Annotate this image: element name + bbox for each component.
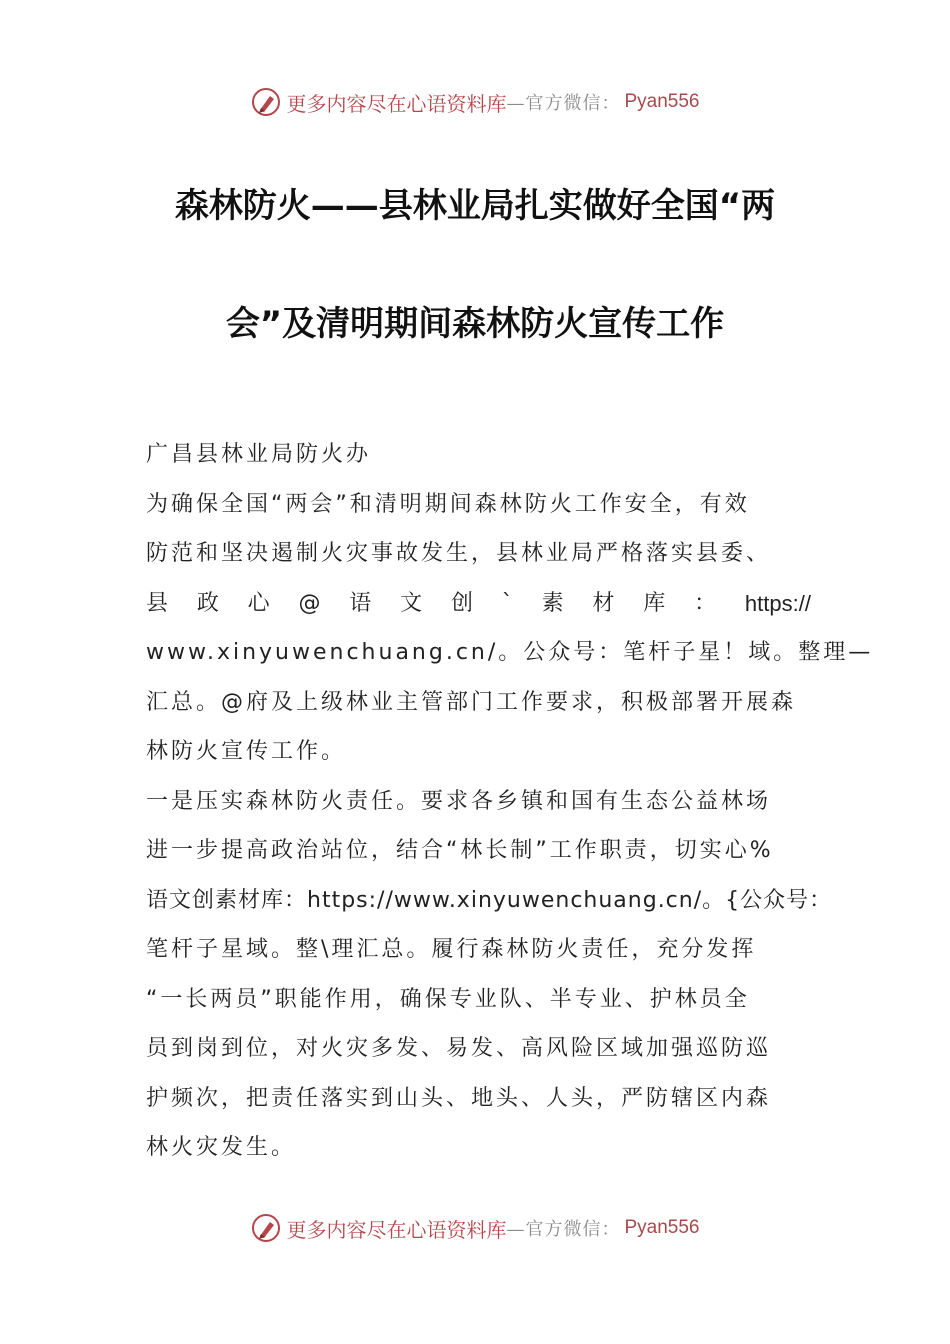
banner-sub-text: —官方微信： [506, 1219, 621, 1240]
paragraph1-line5: 汇总。@府及上级林业主管部门工作要求，积极部署开展森 [146, 689, 797, 715]
banner-main-text: 更多内容尽在心语资料库 [286, 1217, 507, 1242]
document-body [146, 430, 874, 1173]
paragraph2-line3: 语文创素材库：https://www.xinyuwenchuang.cn/。{公众号： [146, 887, 833, 913]
paragraph1-line4: www.xinyuwenchuang.cn/。公众号：笔杆子星！域。整理— [146, 640, 874, 665]
paragraph1-line6: 林防火宣传工作。 [146, 739, 347, 764]
paragraph2-line1: 一是压实森林防火责任。要求各乡镇和国有生态公益林场 [146, 788, 772, 814]
paragraph2-line2: 进一步提高政治站位，结合“林长制”工作职责，切实心% [146, 838, 774, 863]
p1-l3-char: ： [694, 590, 720, 616]
banner-sub-text: —官方微信： [506, 93, 621, 114]
pen-nib-logo-icon [250, 86, 282, 118]
banner-wechat-id: Pyan556 [624, 91, 700, 112]
p1-l3-char: 心 [247, 590, 273, 616]
footer-banner [0, 1208, 950, 1248]
p1-l3-char: 创 [450, 590, 476, 616]
p1-l3-url: https:// [744, 590, 811, 616]
paragraph1-line3 [146, 579, 811, 629]
p1-l3-char: 政 [196, 590, 222, 616]
document-title-line2: 会”及清明期间森林防火宣传工作 [225, 304, 725, 344]
document-title-line1: 森林防火——县林业局扎实做好全国“两 [174, 186, 776, 226]
pen-nib-logo-icon [250, 1212, 282, 1244]
p1-l3-char: ` [501, 590, 516, 616]
p1-l3-char: 文 [400, 590, 426, 616]
p1-l3-char: 素 [541, 590, 567, 616]
paragraph2-line6: 员到岗到位，对火灾多发、易发、高风险区域加强巡防巡 [146, 1036, 772, 1061]
author-line: 广昌县林业局防火办 [146, 442, 372, 467]
p1-l3-char: 材 [592, 590, 618, 616]
banner-main-text: 更多内容尽在心语资料库 [286, 91, 507, 116]
p1-l3-char: 库 [643, 590, 669, 616]
banner-wechat-id: Pyan556 [624, 1217, 700, 1238]
paragraph2-line5: “一长两员”职能作用，确保专业队、半专业、护林员全 [146, 986, 750, 1012]
paragraph2-line8: 林火灾发生。 [146, 1135, 297, 1160]
paragraph2-line4: 笔杆子星域。整\理汇总。履行森林防火责任，充分发挥 [146, 937, 757, 962]
p1-l3-char: 县 [146, 590, 172, 616]
paragraph1-line1: 为确保全国“两会”和清明期间森林防火工作安全，有效 [146, 491, 750, 517]
paragraph1-line2: 防范和坚决遏制火灾事故发生，县林业局严格落实县委、 [146, 541, 772, 566]
paragraph2-line7: 护频次，把责任落实到山头、地头、人头，严防辖区内森 [146, 1085, 772, 1111]
header-banner [0, 82, 950, 122]
p1-l3-char: @ [298, 590, 324, 616]
p1-l3-char: 语 [349, 590, 375, 616]
